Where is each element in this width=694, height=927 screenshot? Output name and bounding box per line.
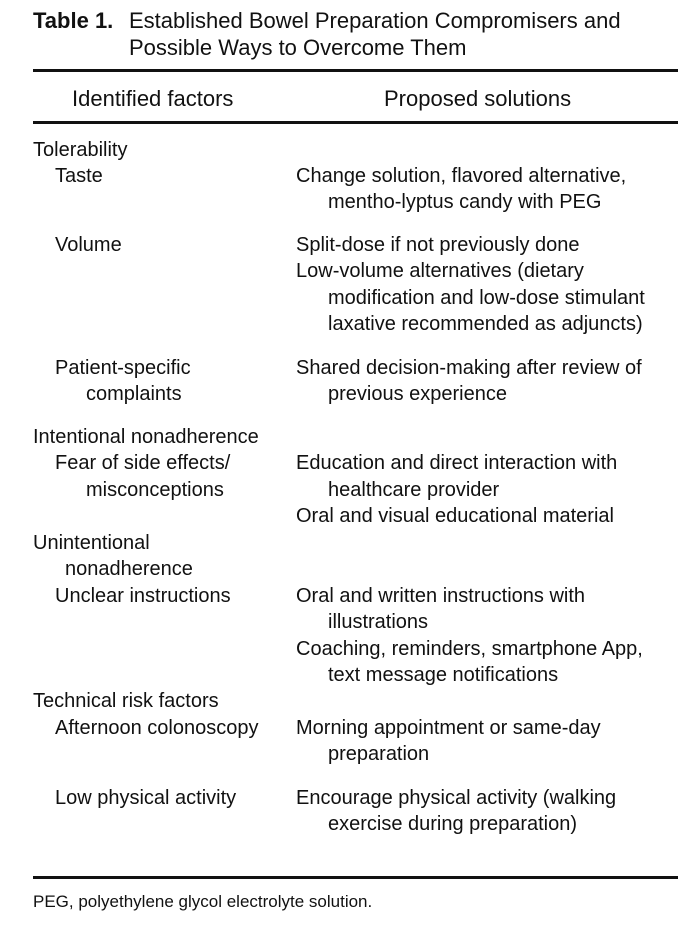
bottom-rule — [33, 876, 678, 879]
solution-line: Encourage physical activity (walking — [296, 787, 617, 809]
solution-line: modification and low-dose stimulant — [328, 287, 645, 309]
table-title-line: Established Bowel Preparation Compromisers and — [129, 8, 621, 33]
factor-fear-cont: misconceptions — [86, 479, 224, 501]
factor-taste: Taste — [55, 165, 103, 187]
factor-patient-specific: Patient-specific — [55, 357, 191, 379]
group-technical: Technical risk factors — [33, 690, 219, 712]
solution-line: healthcare provider — [328, 479, 500, 501]
solution-line: Morning appointment or same-day — [296, 717, 601, 739]
top-rule — [33, 69, 678, 72]
solution-line: illustrations — [328, 611, 429, 633]
solution-line: preparation — [328, 743, 430, 765]
solution-line: Coaching, reminders, smartphone App, — [296, 638, 643, 660]
solution-line: Oral and written instructions with — [296, 585, 586, 607]
factor-low-physical: Low physical activity — [55, 787, 237, 809]
table-title-line: Possible Ways to Overcome Them — [129, 35, 467, 60]
factor-fear: Fear of side effects/ — [55, 452, 231, 474]
solution-line: exercise during preparation) — [328, 813, 578, 835]
solution-line: Low-volume alternatives (dietary — [296, 260, 584, 282]
solution-line: previous experience — [328, 383, 507, 405]
header-rule — [33, 121, 678, 124]
solution-line: Education and direct interaction with — [296, 452, 618, 474]
factor-volume: Volume — [55, 234, 122, 256]
table-footnote: PEG, polyethylene glycol electrolyte solution. — [33, 892, 373, 911]
group-unintentional-cont: nonadherence — [65, 558, 193, 580]
solution-line: laxative recommended as adjuncts) — [328, 313, 643, 335]
group-unintentional: Unintentional — [33, 532, 150, 554]
factor-afternoon: Afternoon colonoscopy — [55, 717, 259, 739]
solution-line: text message notifications — [328, 664, 559, 686]
group-intentional: Intentional nonadherence — [33, 426, 259, 448]
table-title — [129, 7, 689, 61]
header-factors: Identified factors — [72, 86, 234, 111]
solution-line: Oral and visual educational material — [296, 505, 614, 527]
factor-unclear: Unclear instructions — [55, 585, 231, 607]
group-tolerability: Tolerability — [33, 139, 128, 161]
factor-patient-specific-cont: complaints — [86, 383, 182, 405]
solution-line: Split-dose if not previously done — [296, 234, 580, 256]
solution-line: Shared decision-making after review of — [296, 357, 642, 379]
solution-line: Change solution, flavored alternative, — [296, 165, 627, 187]
header-solutions: Proposed solutions — [384, 86, 572, 111]
table-number: Table 1. — [33, 8, 114, 33]
solution-line: mentho-lyptus candy with PEG — [328, 191, 602, 213]
